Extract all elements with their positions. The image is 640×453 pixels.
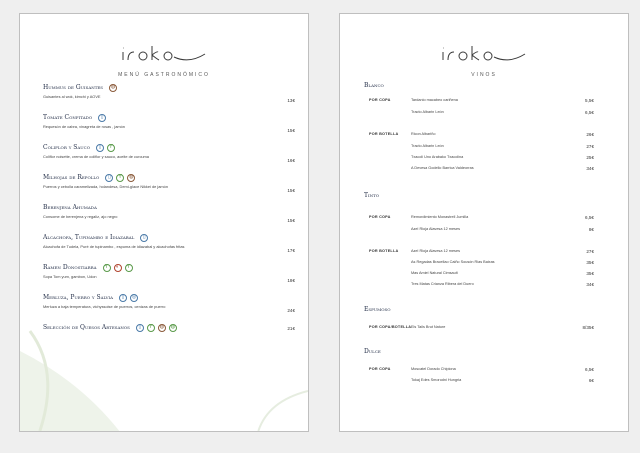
- wine-price: 34€: [586, 166, 594, 171]
- wine-price: 35€: [586, 260, 594, 265]
- wine-item: [411, 155, 594, 159]
- allergen-icon: ◍: [110, 84, 116, 90]
- wine-name: Moscatel Dorado Chipiona: [411, 367, 456, 371]
- wine-item: [411, 260, 594, 264]
- food-menu-page: [19, 13, 309, 432]
- wine-name: Els Tails Brut Nature: [411, 325, 446, 329]
- milk-icon: ▯: [96, 144, 104, 152]
- wine-item: [411, 215, 594, 219]
- page-subtitle: MENÚ GASTRONÓMICO: [118, 72, 210, 78]
- group-label: POR COPA: [369, 367, 391, 371]
- dish-name: Merluza, Puerro y Salvia: [43, 294, 113, 301]
- milk-icon: ▯: [136, 324, 144, 332]
- milk-icon: ▯: [140, 234, 148, 242]
- milk-icon: ▯: [98, 114, 106, 122]
- dish-name: Berenjena Ahumada: [43, 204, 97, 211]
- dish-name: Tomate Confitado: [43, 114, 93, 121]
- wine-name: Tres Matas Crianza Ribera del Duero: [411, 282, 474, 286]
- dish-item: [43, 172, 295, 193]
- wine-price: 34€: [586, 282, 594, 287]
- wine-item: [411, 132, 594, 136]
- wine-name: Tokaj Edes Smorodni Hungria: [411, 378, 462, 382]
- dish-name: Milhojas de Repollo: [43, 174, 100, 181]
- wine-name: Tardanio macabeo cariñena: [411, 98, 458, 102]
- wine-item: [411, 227, 594, 231]
- wine-price: 6,5€: [585, 215, 594, 220]
- dish-price: 16€: [287, 158, 295, 163]
- dish-price: 21€: [287, 326, 295, 331]
- wine-name: Azel Rioja Alavesa 12 meses: [411, 249, 460, 253]
- logo: [340, 44, 628, 66]
- group-label: POR BOTELLA: [369, 249, 399, 253]
- wine-price: 27€: [586, 144, 594, 149]
- wine-name: Azel Rioja Alavesa 12 meses: [411, 227, 460, 231]
- milk-icon: ▯: [119, 294, 127, 302]
- wine-list-page: [339, 13, 629, 432]
- dish-name: Selección de Quesos Artesanos: [43, 324, 130, 331]
- wine-item: [411, 249, 594, 253]
- dish-item: [43, 292, 295, 313]
- wine-item: [411, 325, 594, 329]
- section-title: Dulce: [364, 348, 381, 355]
- celery-icon: ϒ: [147, 324, 155, 332]
- wine-price: 6,5€: [585, 110, 594, 115]
- iroko-logo: [119, 44, 209, 66]
- wine-name: Tracto Albarin León: [411, 144, 444, 148]
- dish-item: [43, 202, 295, 223]
- egg-icon: ◍: [159, 324, 165, 330]
- dish-price: 15€: [287, 218, 295, 223]
- dish-description: Merluza a baja temperatura, vichyssoise de puerros, cenizas de puerro: [43, 304, 166, 309]
- wine-price: 5,5€: [585, 98, 594, 103]
- dish-description: Sopa Tom yum, gambon, Udon: [43, 274, 97, 279]
- wine-name: Mas Amiel Natural Cimsault: [411, 271, 458, 275]
- group-label: POR BOTELLA: [369, 132, 399, 136]
- wine-name: Remordimiento Monastrell Jumilla: [411, 215, 469, 219]
- wine-price: 25€: [586, 155, 594, 160]
- dish-price: 15€: [287, 188, 295, 193]
- egg-icon: ◍: [129, 174, 134, 180]
- wine-item: [411, 98, 594, 102]
- iroko-logo: [439, 44, 529, 66]
- dish-item: [43, 262, 295, 283]
- wine-name: Txacoli Uno Arabako Txacolina: [411, 155, 464, 159]
- celery-icon: ϒ: [116, 174, 124, 182]
- wine-price: 8€: [588, 227, 594, 232]
- crustacean-icon: ◐: [114, 264, 122, 272]
- wine-name: Tracto Albarin León: [411, 110, 444, 114]
- wine-item: [411, 110, 594, 114]
- section-title: Espumoso: [364, 306, 391, 313]
- group-label: POR COPA: [369, 98, 391, 102]
- dish-price: 13€: [287, 98, 295, 103]
- wine-item: [411, 271, 594, 275]
- wine-name: As Regadas Bracellao Caiño Sousón Rias Baixas: [411, 260, 495, 264]
- wine-price: 6,5€: [585, 367, 594, 372]
- logo: [20, 44, 308, 66]
- wine-item: [411, 367, 594, 371]
- section-title: Tinto: [364, 192, 380, 199]
- dish-description: Alcachofa de Tudela, Puré de tupinambo , espuma de idiazabal y alcachofas fritas: [43, 244, 185, 249]
- milk-icon: ▯: [105, 174, 113, 182]
- dish-item: [43, 322, 295, 333]
- gluten-icon: ϒ: [125, 264, 133, 272]
- celery-icon: ϒ: [103, 264, 111, 272]
- page-subtitle: VINOS: [471, 72, 497, 78]
- section-title: Blanco: [364, 82, 384, 89]
- group-label: POR COPA/BOTELLA: [369, 325, 412, 329]
- dish-price: 15€: [287, 128, 295, 133]
- group-label: POR COPA: [369, 215, 391, 219]
- celery-icon: ϒ: [107, 144, 115, 152]
- dish-item: [43, 142, 295, 163]
- dish-item: [43, 112, 295, 133]
- dish-price: 18€: [287, 278, 295, 283]
- dish-name: Alcachofa, Tupinambo e Idiazabal: [43, 234, 135, 241]
- dish-name: Coliflor y Sauco: [43, 144, 90, 151]
- dish-price: 24€: [287, 308, 295, 313]
- wine-item: [411, 378, 594, 382]
- wine-price: 27€: [586, 249, 594, 254]
- wine-item: [411, 144, 594, 148]
- nuts-icon: ◍: [170, 324, 176, 330]
- fish-icon: ◎: [131, 294, 137, 300]
- dish-description: Guisantes al wok, kimchi y AOVE: [43, 94, 101, 99]
- wine-name: Ricon Albariño: [411, 132, 436, 136]
- dish-item: [43, 232, 295, 253]
- dish-name: Ramen Donostiarra: [43, 264, 97, 271]
- dish-name: Hummus de Guisantes: [43, 84, 104, 91]
- dish-description: Consome de berenjena y regaliz, ajo negro: [43, 214, 118, 219]
- dish-item: [43, 82, 295, 103]
- dish-description: Puerros y cebolla caramelizada, holandesa, Demi-glace Nikkei de jamón: [43, 184, 168, 189]
- wine-price: 8/35€: [582, 325, 594, 330]
- wine-price: 6€: [588, 378, 594, 383]
- dish-description: Coliflor noisette, crema de coliflor y sauco, aceite de curcuma: [43, 154, 149, 159]
- wine-price: 35€: [586, 271, 594, 276]
- wine-name: A Devesa Godello Barrica Valdeorras: [411, 166, 474, 170]
- dish-description: Requesón de cabra, vinagreta de rosas , jamón: [43, 124, 125, 129]
- wine-item: [411, 282, 594, 286]
- wine-item: [411, 166, 594, 170]
- wine-price: 26€: [586, 132, 594, 137]
- dish-price: 17€: [287, 248, 295, 253]
